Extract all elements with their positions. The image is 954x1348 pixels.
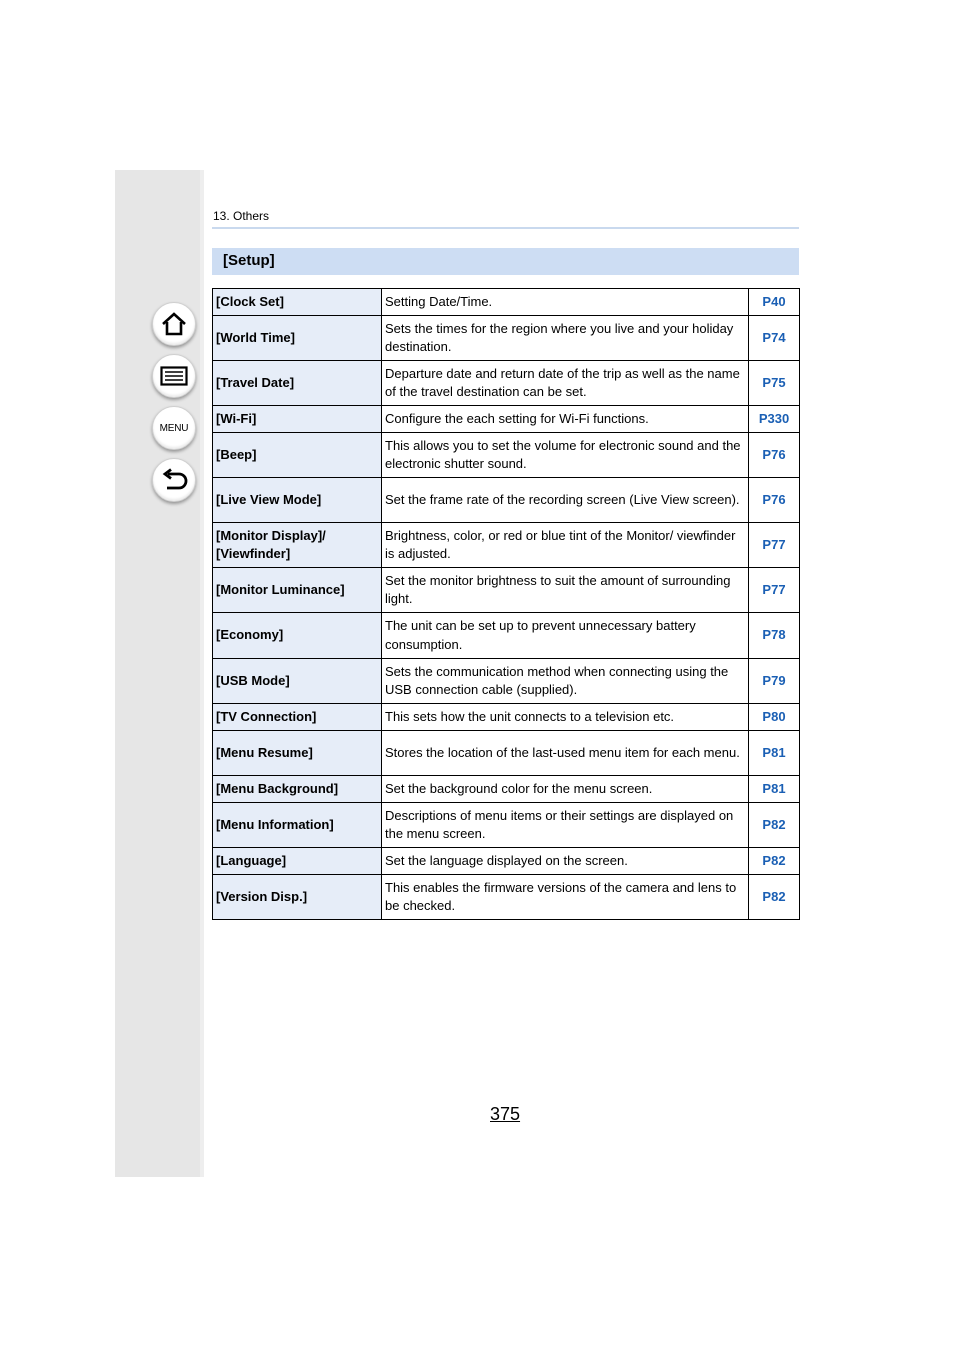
- table-row: [213, 613, 800, 659]
- setting-description: This sets how the unit connects to a television etc.: [382, 704, 749, 731]
- setting-description: Stores the location of the last-used menu item for each menu.: [382, 731, 749, 776]
- table-row: [213, 289, 800, 316]
- setting-description: Set the monitor brightness to suit the amount of surrounding light.: [382, 568, 749, 613]
- table-row: [213, 568, 800, 613]
- setting-description: Set the frame rate of the recording screen (Live View screen).: [382, 478, 749, 523]
- page-ref-cell: [749, 433, 800, 478]
- setting-description: Configure the each setting for Wi-Fi functions.: [382, 406, 749, 433]
- table-row: [213, 659, 800, 704]
- table-row: [213, 731, 800, 776]
- page-ref-link[interactable]: P76: [762, 491, 786, 507]
- page-ref-cell: [749, 731, 800, 776]
- setting-name: [World Time]: [213, 316, 382, 361]
- page-ref-link[interactable]: P81: [762, 744, 786, 760]
- setting-description: Set the background color for the menu screen.: [382, 776, 749, 803]
- setting-description: Departure date and return date of the trip as well as the name of the travel destination can be set.: [382, 361, 749, 406]
- page-ref-cell: [749, 478, 800, 523]
- setting-name: [Menu Resume]: [213, 731, 382, 776]
- setting-name: [Live View Mode]: [213, 478, 382, 523]
- page-ref-cell: [749, 803, 800, 848]
- page-ref-link[interactable]: P82: [762, 888, 786, 904]
- contents-button[interactable]: [152, 354, 196, 398]
- page-ref-cell: [749, 316, 800, 361]
- page-ref-link[interactable]: P78: [762, 627, 786, 643]
- page-ref-link[interactable]: P74: [762, 329, 786, 345]
- setting-name: [Travel Date]: [213, 361, 382, 406]
- page-ref-cell: [749, 361, 800, 406]
- setting-description: This allows you to set the volume for electronic sound and the electronic shutter sound.: [382, 433, 749, 478]
- setting-description: Set the language displayed on the screen.: [382, 848, 749, 875]
- setting-name: [Clock Set]: [213, 289, 382, 316]
- setting-description: Descriptions of menu items or their settings are displayed on the menu screen.: [382, 803, 749, 848]
- page-ref-cell: [749, 523, 800, 568]
- header-rule: [212, 227, 799, 229]
- page-ref-cell: [749, 659, 800, 704]
- setting-description: Setting Date/Time.: [382, 289, 749, 316]
- setting-name: [Wi-Fi]: [213, 406, 382, 433]
- setting-name: [Monitor Display]/ [Viewfinder]: [213, 523, 382, 568]
- setting-description: Sets the times for the region where you live and your holiday destination.: [382, 316, 749, 361]
- page-ref-link[interactable]: P82: [762, 816, 786, 832]
- table-row: [213, 776, 800, 803]
- page-ref-link[interactable]: P77: [762, 536, 786, 552]
- setting-name: [Menu Information]: [213, 803, 382, 848]
- table-row: [213, 875, 800, 920]
- breadcrumb: 13. Others: [213, 209, 270, 223]
- table-row: [213, 478, 800, 523]
- page-ref-cell: [749, 776, 800, 803]
- menu-label: MENU: [159, 422, 189, 434]
- page-ref-cell: [749, 704, 800, 731]
- setting-name: [Monitor Luminance]: [213, 568, 382, 613]
- table-row: [213, 433, 800, 478]
- table-row: [213, 803, 800, 848]
- home-button[interactable]: [152, 302, 196, 346]
- setting-description: Sets the communication method when connecting using the USB connection cable (supplied).: [382, 659, 749, 704]
- page-ref-cell: [749, 848, 800, 875]
- table-row: [213, 704, 800, 731]
- setting-name: [Menu Background]: [213, 776, 382, 803]
- setting-name: [Language]: [213, 848, 382, 875]
- table-row: [213, 848, 800, 875]
- back-button[interactable]: [152, 458, 196, 502]
- table-row: [213, 523, 800, 568]
- setting-description: This enables the firmware versions of the camera and lens to be checked.: [382, 875, 749, 920]
- section-header: [212, 248, 799, 275]
- setting-name: [TV Connection]: [213, 704, 382, 731]
- page-ref-link[interactable]: P76: [762, 446, 786, 462]
- page-ref-link[interactable]: P40: [762, 293, 786, 309]
- section-title: [Setup]: [223, 252, 275, 269]
- setting-name: [Economy]: [213, 613, 382, 659]
- page-ref-link[interactable]: P75: [762, 374, 786, 390]
- table-row: [213, 406, 800, 433]
- page-ref-link[interactable]: P81: [762, 780, 786, 796]
- page-ref-cell: [749, 289, 800, 316]
- page-ref-link[interactable]: P330: [758, 410, 790, 426]
- setting-description: Brightness, color, or red or blue tint of the Monitor/ viewfinder is adjusted.: [382, 523, 749, 568]
- page-ref-cell: [749, 613, 800, 659]
- page-ref-link[interactable]: P82: [762, 852, 786, 868]
- table-row: [213, 316, 800, 361]
- setting-name: [Version Disp.]: [213, 875, 382, 920]
- sidebar-edge: [200, 170, 204, 1177]
- page-ref-link[interactable]: P80: [762, 708, 786, 724]
- home-icon: [160, 311, 188, 337]
- setup-table: [212, 288, 800, 920]
- page-ref-link[interactable]: P77: [762, 581, 786, 597]
- contents-list-icon: [160, 366, 188, 386]
- table-row: [213, 361, 800, 406]
- menu-button[interactable]: [152, 406, 196, 450]
- page-number: 375: [490, 1104, 521, 1124]
- setting-description: The unit can be set up to prevent unnecessary battery consumption.: [382, 613, 749, 659]
- setting-name: [Beep]: [213, 433, 382, 478]
- page-ref-link[interactable]: P79: [762, 672, 786, 688]
- page-ref-cell: [749, 875, 800, 920]
- setting-name: [USB Mode]: [213, 659, 382, 704]
- page-ref-cell: [749, 568, 800, 613]
- page-ref-cell: [749, 406, 800, 433]
- back-arrow-icon: [160, 468, 188, 492]
